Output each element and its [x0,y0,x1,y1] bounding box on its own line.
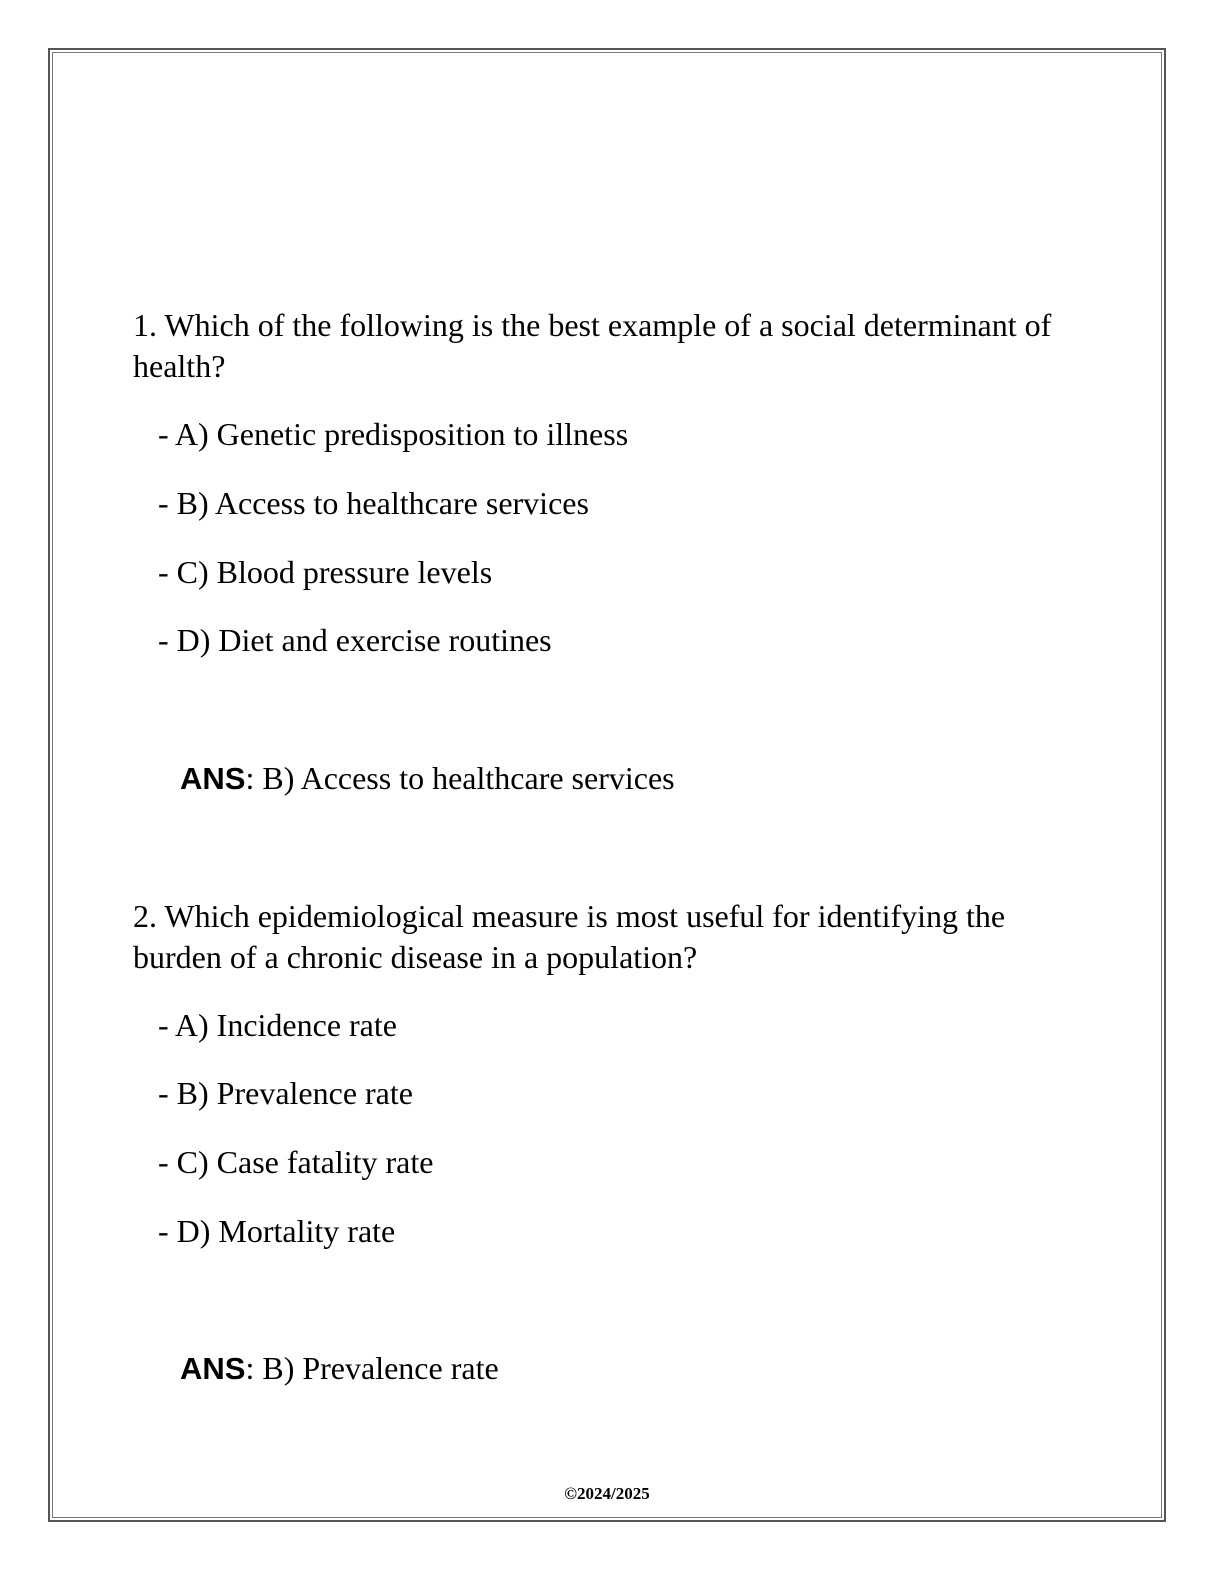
question-1-option-c: - C) Blood pressure levels [158,554,493,590]
answer-label: ANS [180,1351,246,1386]
question-2-option-b: - B) Prevalence rate [158,1075,413,1111]
question-1-option-b: - B) Access to healthcare services [158,485,589,521]
copyright-footer: ©2024/2025 [564,1484,650,1503]
question-1-option-d: - D) Diet and exercise routines [158,622,552,658]
question-1-text: 1. Which of the following is the best example of a social determinant of health? [133,307,1052,384]
question-2-option-c: - C) Case fatality rate [158,1144,434,1180]
question-2-option-a: - A) Incidence rate [158,1007,397,1043]
question-2-answer [180,1348,499,1389]
question-1-answer [180,758,675,799]
answer-text: : B) Prevalence rate [245,1350,499,1386]
question-2-option-d: - D) Mortality rate [158,1213,396,1249]
answer-label: ANS [180,761,246,796]
question-1-option-a: - A) Genetic predisposition to illness [158,416,629,452]
answer-text: : B) Access to healthcare services [245,760,675,796]
question-2-text: 2. Which epidemiological measure is most useful for identifying the burden of a chronic disease in a population? [133,898,1006,975]
